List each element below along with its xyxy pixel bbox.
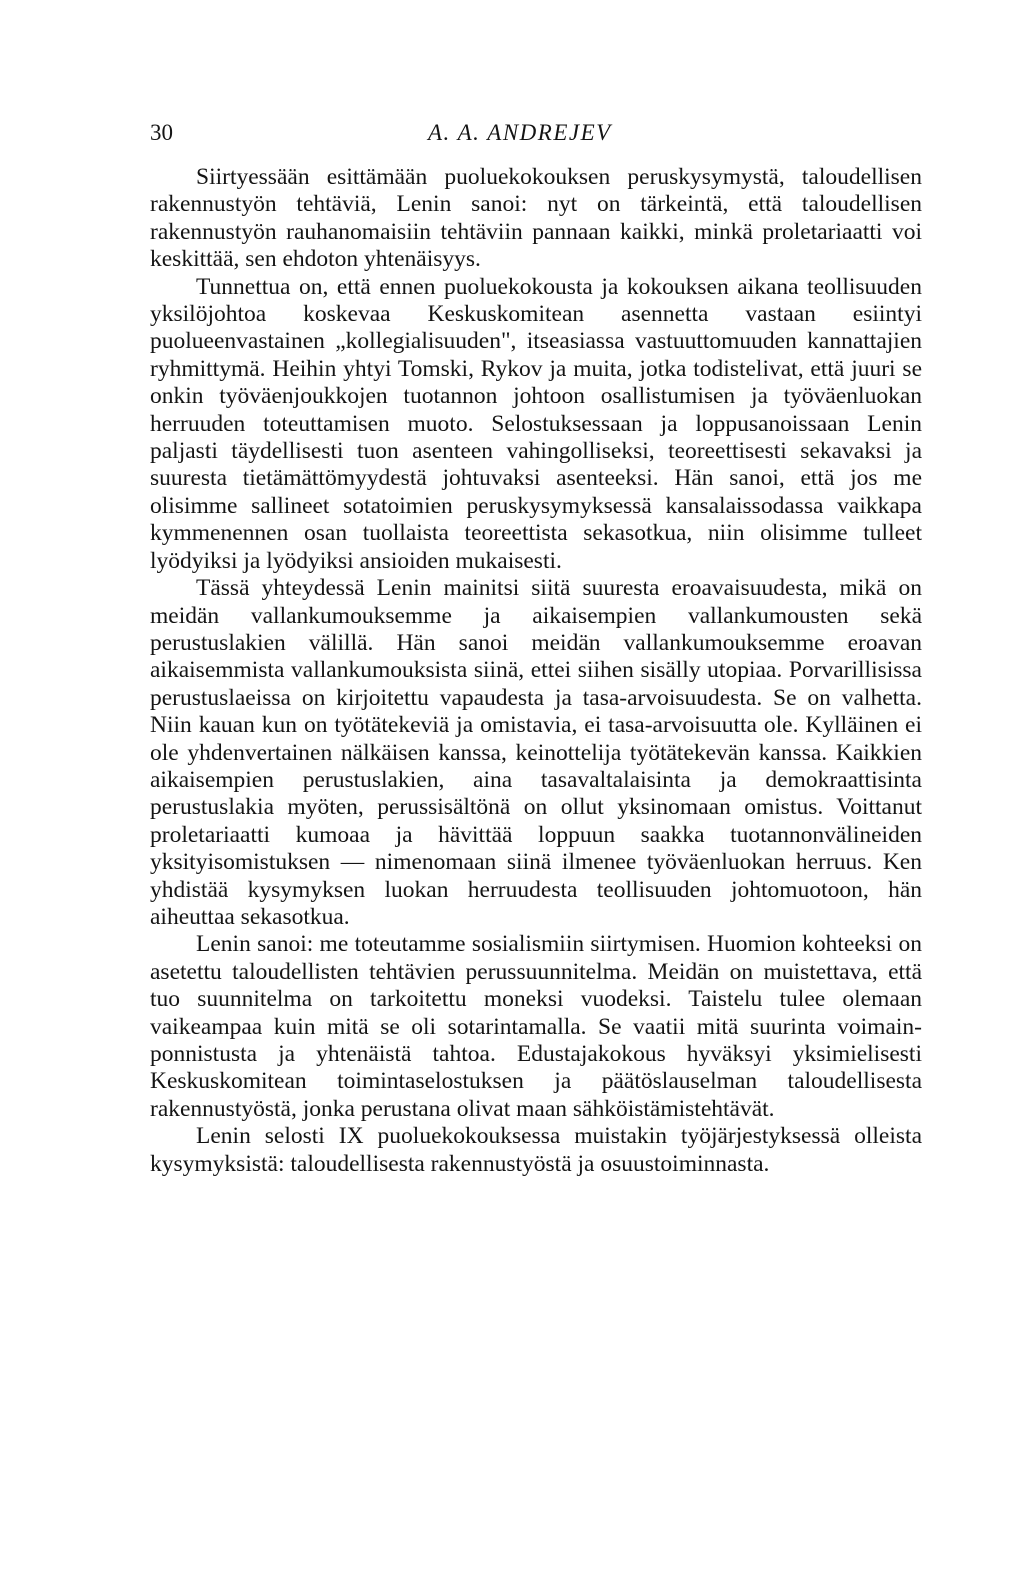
paragraph-2: Tunnettua on, että ennen puoluekokousta ja kokouksen aikana teollisuuden yksilöjohtoa koskevaa Keskuskomitean asennetta vastaan esiintyi puolueenvastainen „kollegialisuuden", itseasiassa vastuuttomuuden kannattajien ryhmittymä. Heihin yhtyi Tomski, Rykov ja muita, jotka todistelivat, että juuri se onkin työväenjoukkojen tuotannon johtoon osallistumisen ja työväenluokan herruuden toteuttamisen muoto. Selostuksessaan ja loppusanoissaan Lenin paljasti täydellisesti tuon asenteen vahingolliseksi, teoreettisesti sekavaksi ja suuresta tietämättömyydestä johtuvaksi asenteeksi. Hän sanoi, että jos me olisimme sallineet sotatoimien peruskysymyksessä kansalaissodassa vaikkapa kymmenennen osan tuollaista teoreettista sekasotkua, niin olisimme tulleet lyödyiksi ja lyödyiksi ansioiden mukaisesti.	[150, 273, 922, 574]
running-title: A. A. ANDREJEV	[428, 120, 612, 145]
running-head	[150, 118, 922, 148]
body-text	[150, 164, 922, 1178]
book-page	[150, 118, 922, 1178]
paragraph-3: Tässä yhteydessä Lenin mainitsi siitä suuresta eroavaisuudesta, mikä on meidän vallankumouksemme ja aikaisempien vallankumousten sekä perustuslakien välillä. Hän sanoi meidän vallankumouksemme eroavan aikaisemmista vallankumouksista siinä, ettei siihen sisälly utopiaa. Porvarillisissa perustuslaeissa on kirjoitettu vapaudesta ja tasa-arvoisuudesta. Se on valhetta. Niin kauan kun on työtätekeviä ja omistavia, ei tasa-arvoisuutta ole. Kylläinen ei ole yhdenvertainen nälkäisen kanssa, keinottelija työtätekevän kanssa. Kaikkien aikaisempien perustuslakien, aina tasavaltalaisinta ja demokraattisinta perustuslakia myöten, perussisältönä on ollut yksinomaan omistus. Voittanut proletariaatti kumoaa ja hävittää loppuun saakka tuotannonvälineiden yksityisomistuksen — nimenomaan siinä ilmenee työväenluokan herruus. Ken yhdistää kysymyksen luokan herruudesta teollisuuden johtomuotoon, hän aiheuttaa sekasotkua.	[150, 575, 922, 930]
paragraph-1: Siirtyessään esittämään puoluekokouksen peruskysymystä, taloudellisen rakennustyön tehtäviä, Lenin sanoi: nyt on tärkeintä, että taloudellisen rakennustyön rauhanomaisiin tehtäviin pannaan kaikki, minkä proletariaatti voi keskittää, sen ehdoton yhtenäisyys.	[150, 164, 922, 273]
paragraph-4: Lenin sanoi: me toteutamme sosialismiin siirtymisen. Huomion kohteeksi on asetettu taloudellisten tehtävien perussuunnitelma. Meidän on muistettava, että tuo suunnitelma on tarkoitettu moneksi vuodeksi. Taistelu tulee olemaan vaikeampaa kuin mitä se oli sotarintamalla. Se vaatii mitä suurinta voimainponnistusta ja yhtenäistä tahtoa. Edustajakokous hyväksyi yksimielisesti Keskuskomitean toimintaselostuksen ja päätöslauselman taloudellisesta rakennustyöstä, jonka perustana olivat maan sähköistämistehtävät.	[150, 931, 922, 1122]
page-number: 30	[150, 120, 173, 145]
paragraph-5: Lenin selosti IX puoluekokouksessa muistakin työjärjestyksessä olleista kysymyksistä: taloudellisesta rakennustyöstä ja osuustoiminnasta.	[150, 1123, 922, 1177]
